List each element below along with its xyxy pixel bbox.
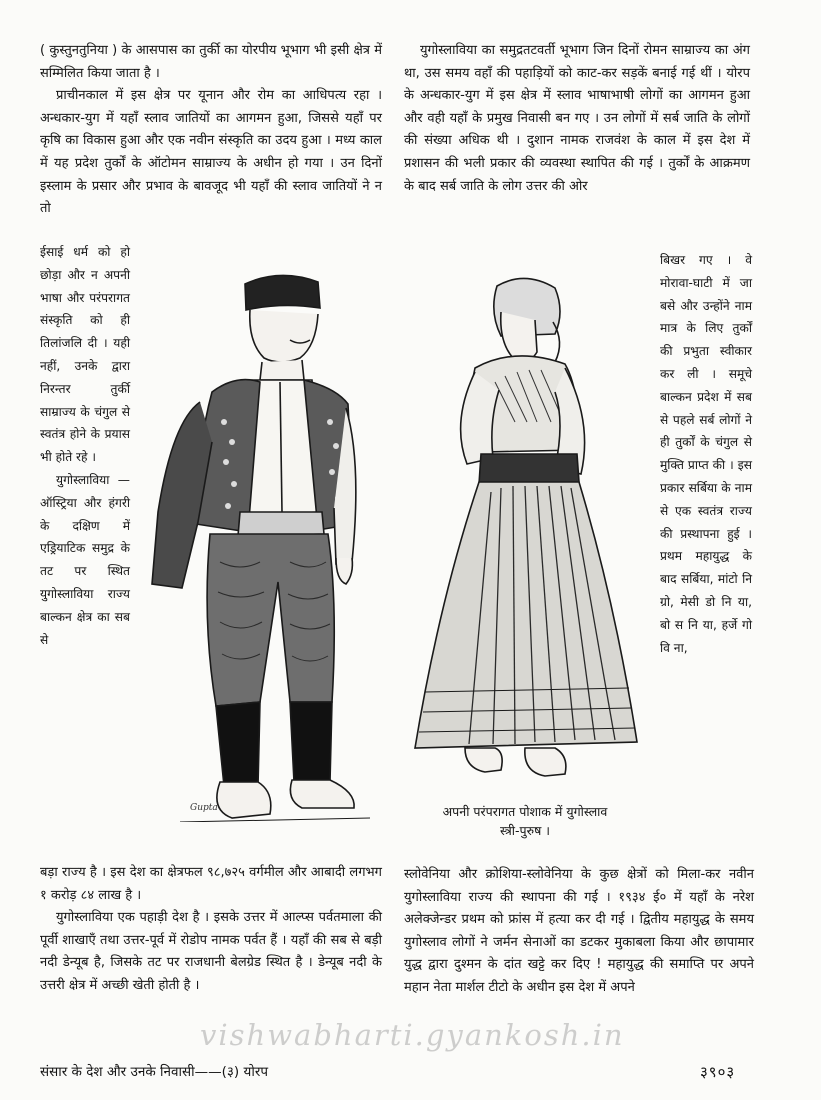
caption-line: अपनी परंपरागत पोशाक में युगोस्लाव — [442, 804, 608, 819]
left-column-top-text — [40, 40, 382, 221]
right-narrow-text — [660, 249, 752, 659]
paragraph: स्लोवेनिया और क्रोशिया-स्लोवेनिया के कुछ क्षेत्रों को मिला-कर नवीन युगोस्लाविया राज्य की स्थापना की गई । १९३४ ई० में यहाँ के नरेश अलेक्जेन्डर प्रथम को फ्रांस में हत्या कर दी गई । द्वितीय महायुद्ध के समय युगोस्लाव लोगों ने जर्मन सेनाओं का डटकर मुकाबला किया और छापामार युद्ध द्वारा दुश्मन के दांत खट्टे कर दिए ! महायुद्ध की समाप्ति पर अपने महान नेता मार्शल टीटो के अधीन इस देश में अपने — [404, 867, 754, 995]
paragraph: ईसाई धर्म को हो छोड़ा और न अपनी भाषा और परंपरागत संस्कृति को ही तिलांजलि दी । यही नहीं, उनके द्वारा निरन्तर तुर्की साम्राज्य के चंगुल से स्वतंत्र होने के प्रयास भी होते रहे । — [40, 245, 130, 465]
right-column-top-text — [404, 40, 750, 198]
paragraph: युगोस्लाविया एक पहाड़ी देश है । इसके उत्तर में आल्प्स पर्वतमाला की पूर्वी शाखाएँ तथा उत्तर-पूर्व में रोडोप नामक पर्वत हैं । यहाँ की सब से बड़ी नदी डेन्यूब है, जिसके तट पर राजधानी बेलग्रेड स्थित है । डेन्यूब नदी के उत्तरी क्षेत्र में अच्छी खेती होती है । — [40, 910, 382, 993]
figure-caption — [400, 802, 650, 840]
paragraph: प्राचीनकाल में इस क्षेत्र पर यूनान और रोम का आधिपत्य रहा । अन्धकार-युग में यहाँ स्लाव जातियों का आगमन हुआ, जिससे यहाँ पर कृषि का विकास हुआ और एक नवीन संस्कृति का उदय हुआ । मध्य काल में यह प्रदेश तुर्कों के ऑटोमन साम्राज्य के अधीन हो गया । उन दिनों इस्लाम के प्रसार और प्रभाव के बावजूद भी यहाँ की स्लाव जातियों ने न तो — [40, 88, 382, 217]
watermark: vishwabharti.gyankosh.in — [200, 1018, 625, 1052]
left-narrow-text — [40, 241, 130, 651]
page-number: ३९०३ — [700, 1063, 736, 1081]
right-bottom-text — [404, 864, 754, 1000]
paragraph: बड़ा राज्य है । इस देश का क्षेत्रफल ९८,७२५ वर्गमील और आबादी लगभग १ करोड़ ८४ लाख है । — [40, 865, 382, 903]
left-bottom-text — [40, 862, 382, 998]
paragraph: बिखर गए । वे मोरावा-घाटी में जा बसे और उन्होंने नाम मात्र के लिए तुर्कों की प्रभुता स्वीकार कर ली । समूचे बाल्कन प्रदेश में सब से पहले सर्ब लोगों ने ही तुर्कों के चंगुल से मुक्ति प्राप्त की । इस प्रकार सर्बिया के नाम से एक स्वतंत्र राज्य की प्रस्थापना हुई । प्रथम महायुद्ध के बाद सर्बिया, मांटो नि ग्रो, मेसी डो नि या, बो स नि या, हर्जे गो वि ना, — [660, 253, 752, 655]
running-footer-title: संसार के देश और उनके निवासी——(३) योरप — [40, 1064, 269, 1080]
caption-line: स्त्री-पुरुष । — [499, 823, 551, 838]
paragraph: युगोस्लाविया का समुद्रतटवर्ती भूभाग जिन दिनों रोमन साम्राज्य का अंग था, उस समय वहाँ की पहाड़ियों को काट-कर सड़कें बनाई गई थीं । योरप के अन्धकार-युग में इस क्षेत्र में स्लाव भाषाभाषी लोगों का आगमन हुआ और वही यहाँ के प्रमुख निवासी बन गए । उन लोगों में सर्ब जाति के लोगों की संख्या अधिक थी । दुशान नामक राजवंश के काल में इस देश में प्रशासन की भली प्रकार की व्यवस्था स्थापित की गई । तुर्कों के आक्रमण के बाद सर्ब जाति के लोग उत्तर की ओर — [404, 43, 750, 194]
paragraph: युगोस्लाविया — ऑस्ट्रिया और हंगरी के दक्षिण में एड्रियाटिक समुद्र के तट पर स्थित युगोस्लाविया राज्य बाल्कन क्षेत्र का सब से — [40, 472, 130, 647]
man-illustration — [140, 262, 380, 822]
artist-signature: Gupta — [190, 803, 218, 813]
paragraph: ( कुस्तुनतुनिया ) के आसपास का तुर्की का योरपीय भूभाग भी इसी क्षेत्र में सम्मिलित किया जाता है । — [40, 43, 382, 81]
woman-illustration — [405, 272, 645, 792]
